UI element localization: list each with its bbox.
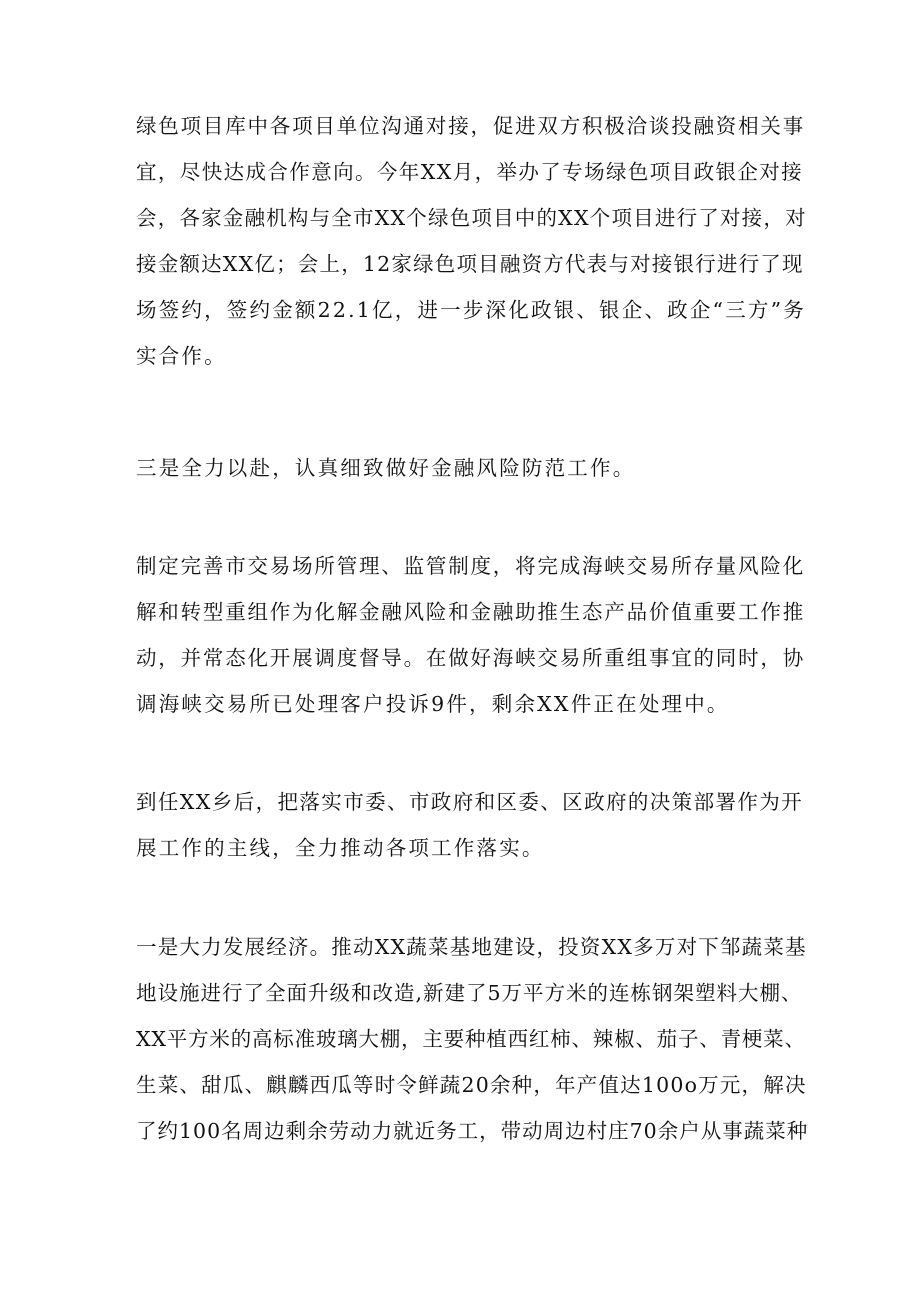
text-line: XX平方米的高标准玻璃大棚，主要种植西红柿、辣椒、茄子、青梗菜、 xyxy=(136,1027,806,1051)
text-line: 三是全力以赴，认真细致做好金融风险防范工作。 xyxy=(136,456,636,480)
text-line: 制定完善市交易场所管理、监管制度，将完成海峡交易所存量风险化 xyxy=(136,554,805,578)
paragraph-green-project-docking xyxy=(136,103,808,379)
text-line: 动，并常态化开展调度督导。在做好海峡交易所重组事宜的同时，协 xyxy=(136,646,805,670)
text-line: 会，各家金融机构与全市XX个绿色项目中的XX个项目进行了对接，对 xyxy=(136,206,807,230)
text-line: 场签约，签约金额22.1亿，进一步深化政银、银企、政企“三方”务 xyxy=(136,298,807,322)
text-line: 接金额达XX亿；会上，12家绿色项目融资方代表与对接银行进行了现 xyxy=(136,252,804,276)
text-line: 宜，尽快达成合作意向。今年XX月，举办了专场绿色项目政银企对接 xyxy=(136,160,804,184)
text-line: 地设施进行了全面升级和改造,新建了5万平方米的连栋钢架塑料大棚、 xyxy=(136,981,803,1005)
text-line: 一是大力发展经济。推动XX蔬菜基地建设，投资XX多万对下邹蔬菜基 xyxy=(136,935,807,959)
text-line: 生菜、甜瓜、麒麟西瓜等时令鲜蔬20余种，年产值达100o万元，解决 xyxy=(136,1073,807,1097)
text-line: 到任XX乡后，把落实市委、市政府和区委、区政府的决策部署作为开 xyxy=(136,790,804,814)
section-heading-risk-prevention xyxy=(136,445,808,491)
text-line: 绿色项目库中各项目单位沟通对接，促进双方积极洽谈投融资相关事 xyxy=(136,114,805,138)
text-line: 了约100名周边剩余劳动力就近务工，带动周边村庄70余户从事蔬菜种 xyxy=(136,1119,809,1143)
text-line: 实合作。 xyxy=(136,344,227,368)
text-line: 调海峡交易所已处理客户投诉9件，剩余XX件正在处理中。 xyxy=(136,692,730,716)
paragraph-township-work xyxy=(136,779,808,871)
text-line: 解和转型重组作为化解金融风险和金融助推生态产品价值重要工作推 xyxy=(136,600,805,624)
text-line: 展工作的主线，全力推动各项工作落实。 xyxy=(136,836,545,860)
paragraph-economic-development xyxy=(136,924,808,1154)
paragraph-exchange-regulation xyxy=(136,543,808,727)
